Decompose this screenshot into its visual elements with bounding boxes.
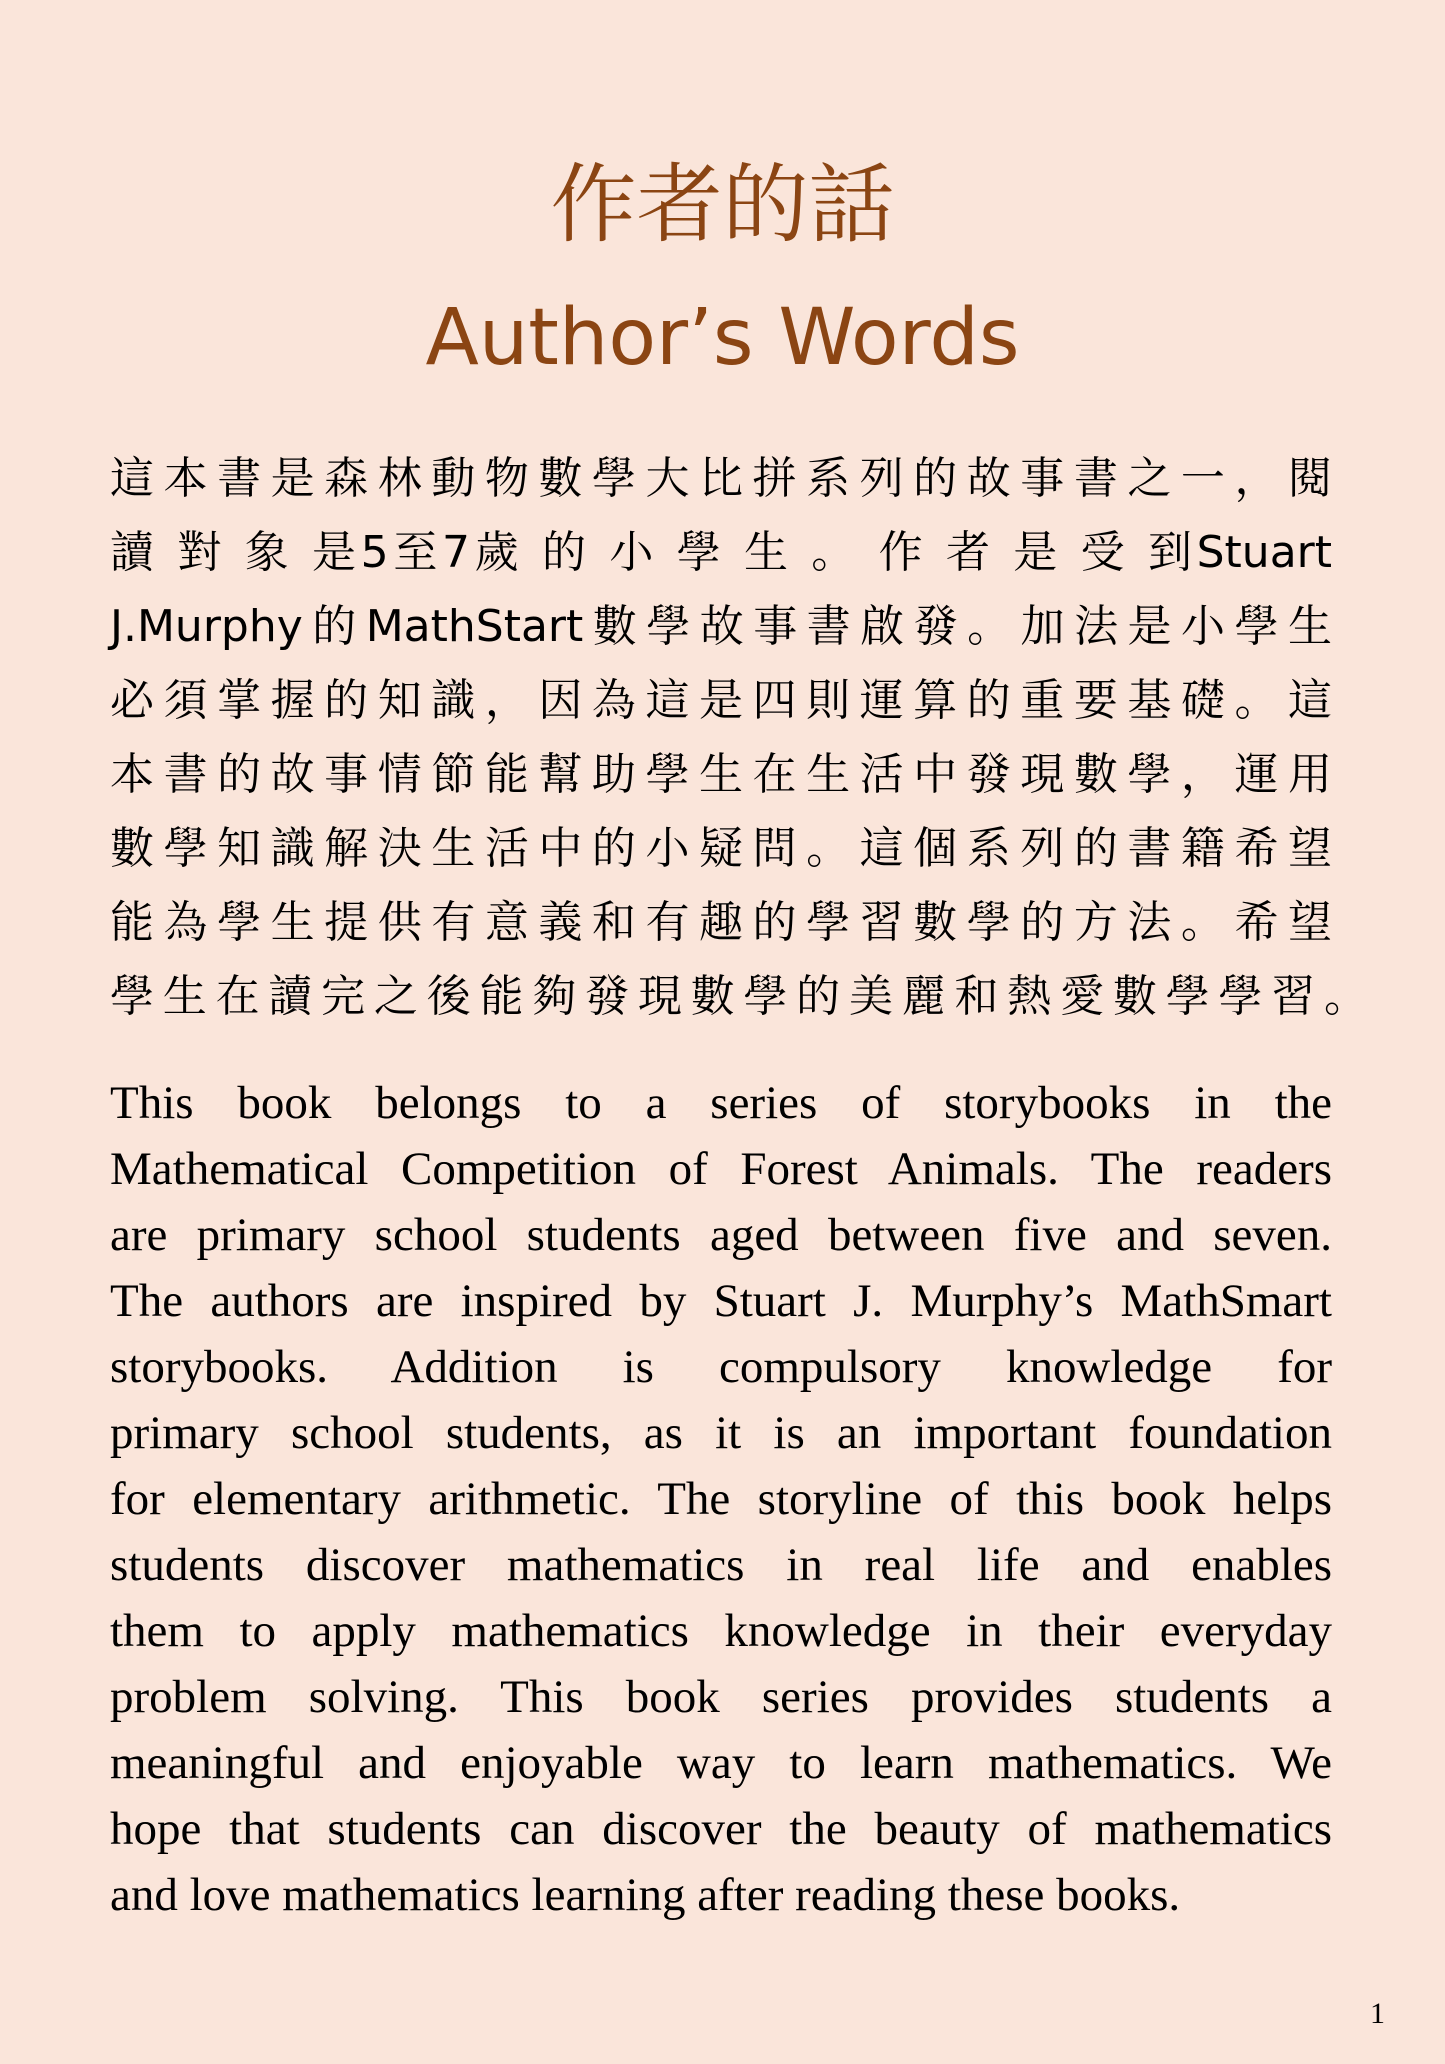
chinese-paragraph-line: 數學知識解決生活中的小疑問。這個系列的書籍希望: [110, 823, 1332, 874]
chinese-paragraph: [110, 442, 1368, 1034]
english-paragraph-line: storybooks. Addition is compulsory knowledge for: [110, 1341, 1332, 1393]
chinese-paragraph-line: 讀 對 象 是5至7歲 的 小 學 生 。 作 者 是 受 到Stuart: [110, 527, 1332, 578]
chinese-paragraph-line: J.Murphy的MathStart數學故事書啟發。加法是小學生: [110, 601, 1332, 652]
page-number: 1: [1370, 1997, 1385, 2030]
page-title-english: Author’s Words: [425, 293, 1020, 383]
chinese-paragraph-line: 這本書是森林動物數學大比拼系列的故事書之一，閱: [110, 453, 1332, 504]
chinese-paragraph-line: 必須掌握的知識，因為這是四則運算的重要基礎。這: [110, 675, 1332, 726]
english-paragraph-line: and love mathematics learning after reading these books.: [110, 1869, 1181, 1921]
english-paragraph-line: meaningful and enjoyable way to learn mathematics. We: [110, 1737, 1332, 1789]
english-paragraph-line: Mathematical Competition of Forest Animals. The readers: [110, 1143, 1332, 1195]
english-paragraph-line: students discover mathematics in real life and enables: [110, 1539, 1332, 1591]
page-title-chinese: 作者的話: [550, 155, 895, 255]
english-paragraph-line: The authors are inspired by Stuart J. Murphy’s MathSmart: [110, 1275, 1332, 1327]
english-paragraph-line: hope that students can discover the beauty of mathematics: [110, 1803, 1332, 1855]
english-paragraph-line: primary school students, as it is an important foundation: [110, 1407, 1332, 1459]
chinese-paragraph-line: 學生在讀完之後能夠發現數學的美麗和熱愛數學學習。: [110, 971, 1368, 1022]
chinese-paragraph-line: 能為學生提供有意義和有趣的學習數學的方法。希望: [110, 897, 1332, 948]
english-paragraph-line: problem solving. This book series provides students a: [110, 1671, 1332, 1723]
english-paragraph-line: them to apply mathematics knowledge in their everyday: [110, 1605, 1332, 1657]
chinese-paragraph-line: 本書的故事情節能幫助學生在生活中發現數學，運用: [110, 749, 1332, 800]
english-paragraph: [110, 1070, 1332, 1928]
english-paragraph-line: for elementary arithmetic. The storyline of this book helps: [110, 1473, 1332, 1525]
english-paragraph-line: This book belongs to a series of storybooks in the: [110, 1077, 1332, 1129]
english-paragraph-line: are primary school students aged between five and seven.: [110, 1209, 1332, 1261]
